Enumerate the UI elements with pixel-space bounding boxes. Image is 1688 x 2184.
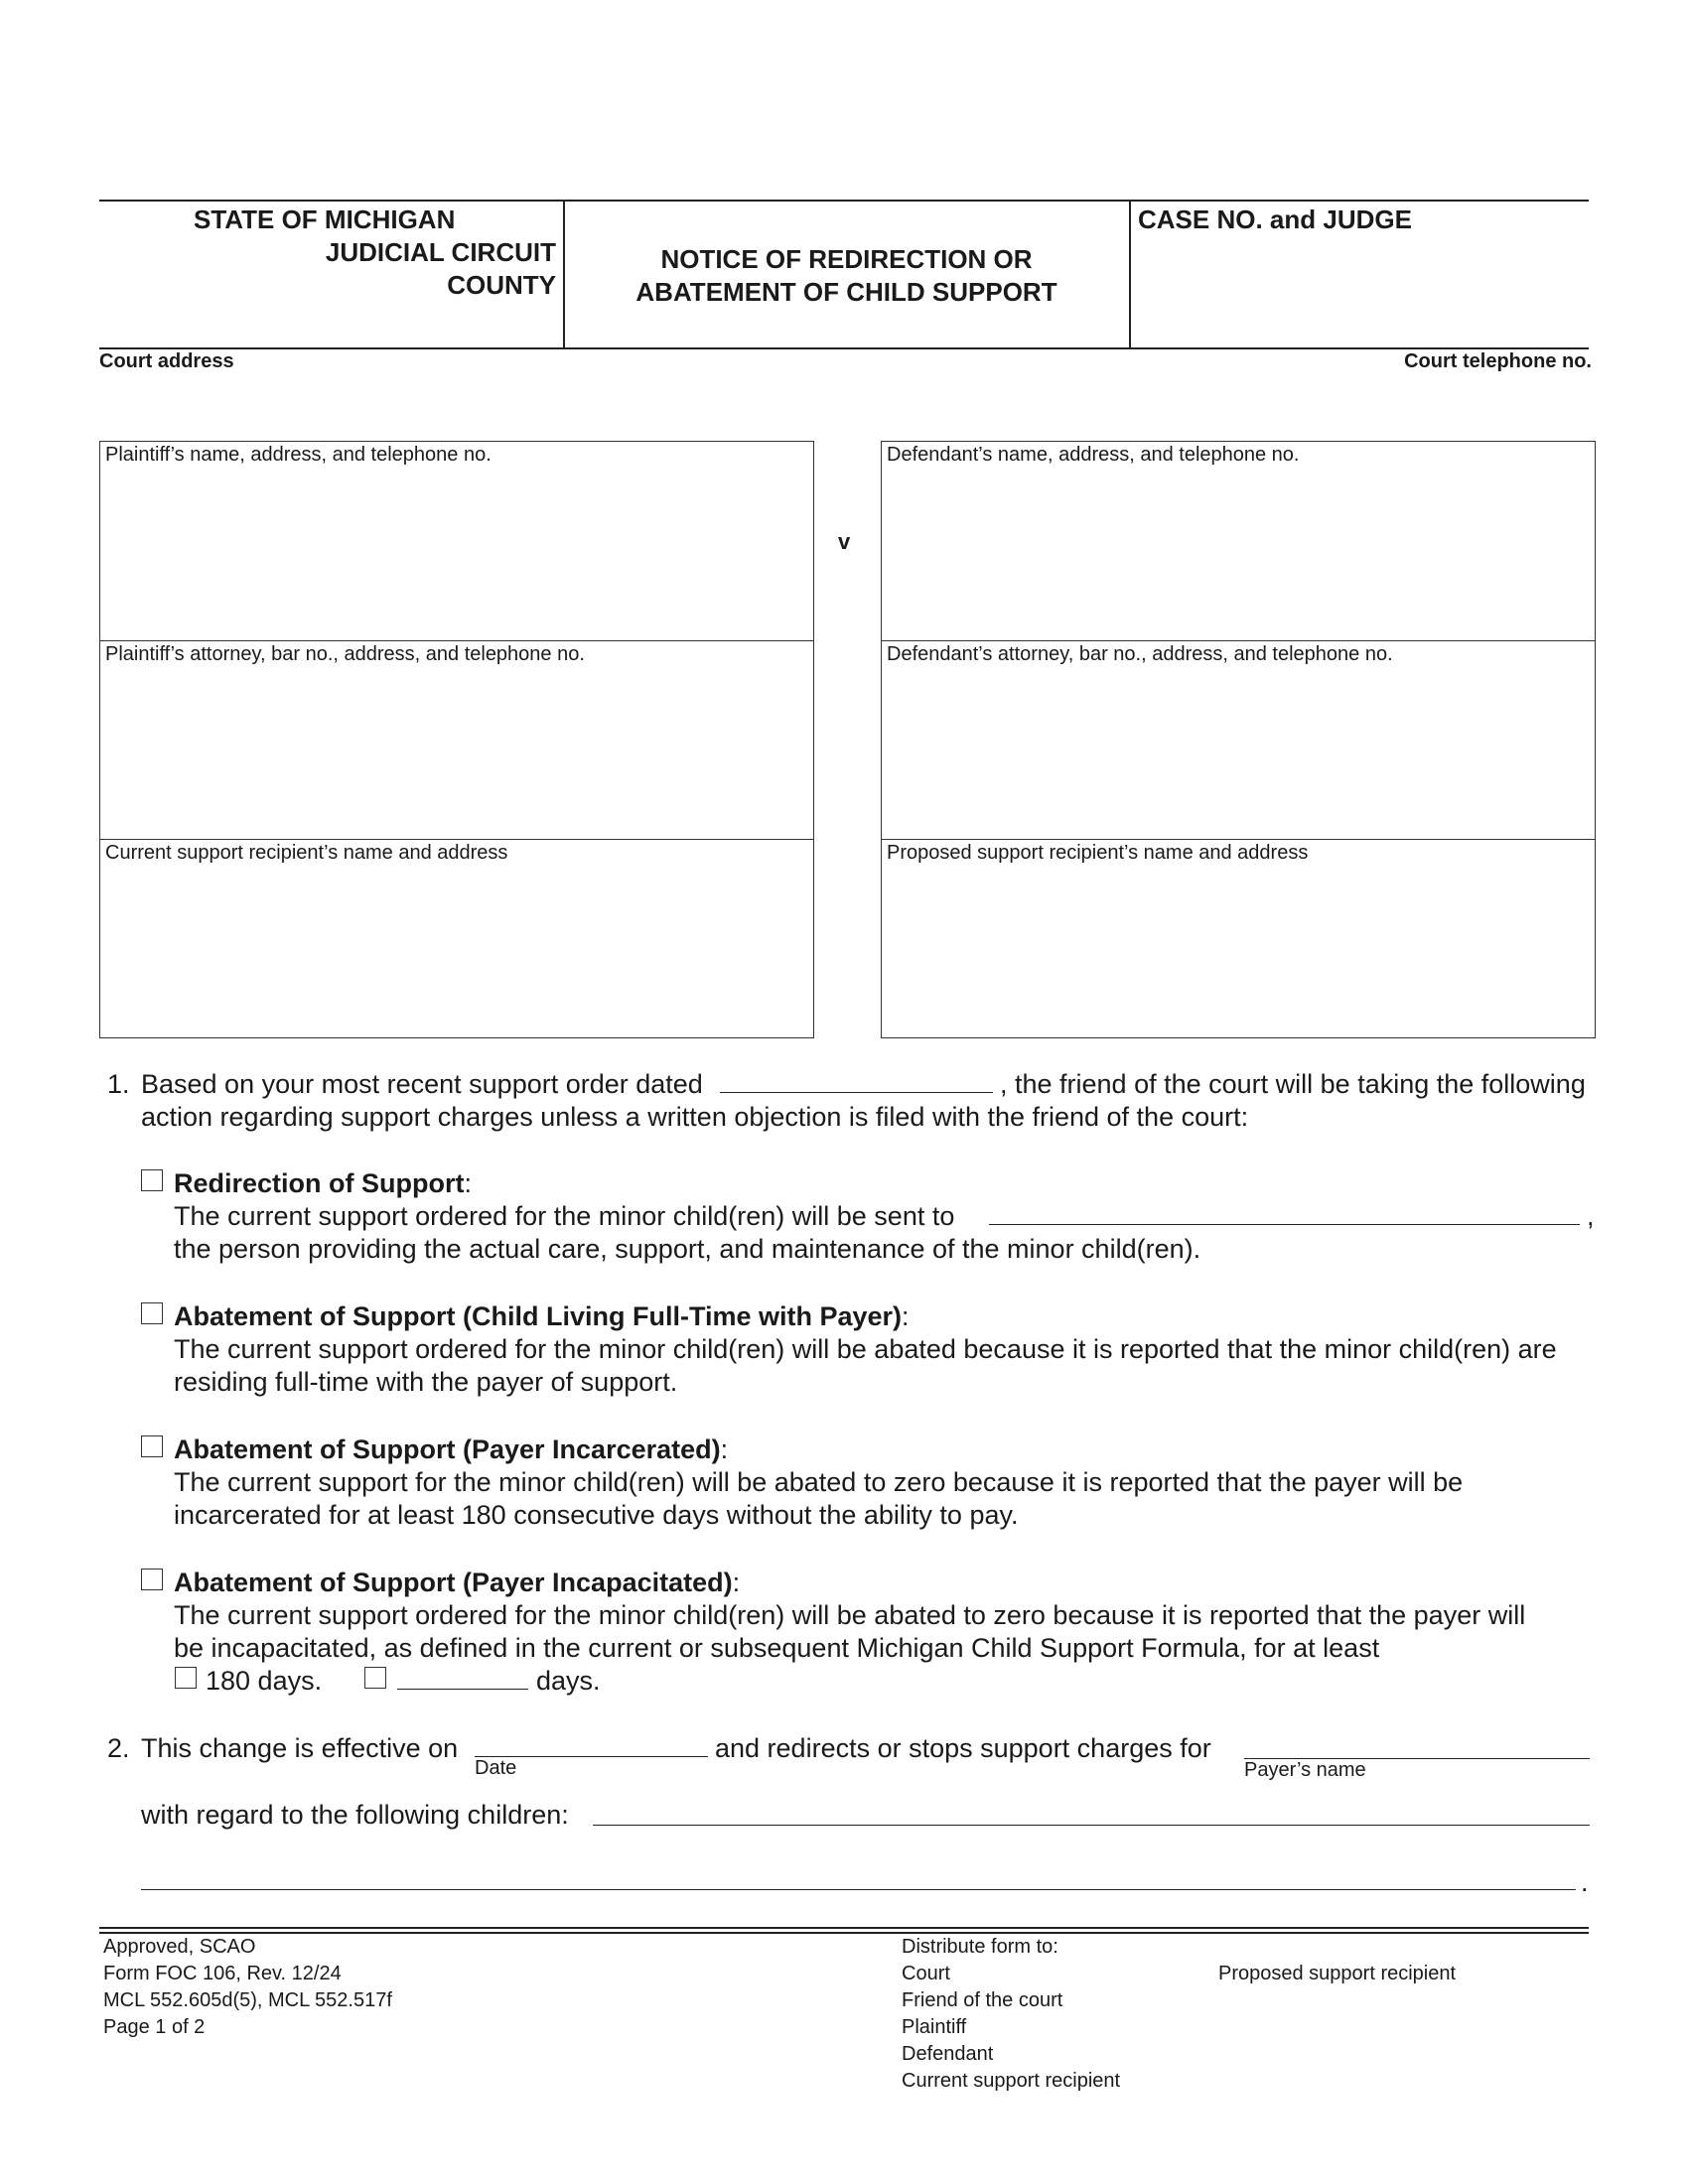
distribute-plaintiff: Plaintiff	[902, 2016, 967, 2038]
children-period: .	[1581, 1867, 1589, 1897]
plaintiff-field[interactable]	[100, 442, 813, 640]
redirection-colon: :	[464, 1168, 473, 1198]
distribute-proposed-recipient: Proposed support recipient	[1218, 1963, 1457, 1984]
incapacitated-180-days-checkbox[interactable]	[175, 1667, 197, 1689]
header-top-rule	[99, 200, 1589, 202]
header-divider-right	[1129, 200, 1131, 348]
item1-text-a: Based on your most recent support order dated	[141, 1069, 703, 1099]
footer-page: Page 1 of 2	[103, 2016, 206, 2038]
distribute-defendant: Defendant	[902, 2043, 994, 2065]
abatement-incapacitated-line1: The current support ordered for the minor child(ren) will be abated to zero because it is reported that the payer will	[174, 1600, 1526, 1630]
abatement-payer-title-row	[174, 1300, 910, 1333]
distribute-court: Court	[902, 1963, 950, 1984]
abatement-payer-checkbox[interactable]	[141, 1302, 163, 1324]
footer-rule-1	[99, 1927, 1589, 1929]
redirection-title: Redirection of Support	[174, 1168, 465, 1198]
abatement-payer-colon: :	[902, 1301, 910, 1331]
plaintiff-label: Plaintiff’s name, address, and telephone no.	[105, 444, 492, 466]
abatement-incarcerated-title: Abatement of Support (Payer Incarcerated)	[174, 1434, 721, 1464]
item1-number: 1.	[107, 1069, 130, 1099]
abatement-incarcerated-line1: The current support for the minor child(ren) will be abated to zero because it is reported that the payer will be	[174, 1467, 1464, 1497]
item2-number: 2.	[107, 1733, 130, 1763]
defendant-block	[881, 441, 1596, 1038]
footer-distribute-label: Distribute form to:	[902, 1936, 1058, 1958]
order-date-field[interactable]	[720, 1092, 993, 1093]
abatement-incapacitated-title-row	[174, 1567, 740, 1599]
court-address-label: Court address	[99, 350, 234, 372]
redirection-checkbox[interactable]	[141, 1169, 163, 1191]
footer-approved: Approved, SCAO	[103, 1936, 256, 1958]
abatement-incapacitated-checkbox[interactable]	[141, 1569, 163, 1590]
circuit-label: JUDICIAL CIRCUIT	[325, 237, 556, 267]
distribute-friend-of-court: Friend of the court	[902, 1989, 1063, 2011]
item2-text-c: with regard to the following children:	[141, 1800, 569, 1830]
incapacitated-custom-days-checkbox[interactable]	[364, 1667, 386, 1689]
abatement-incarcerated-line2: incarcerated for at least 180 consecutive days without the ability to pay.	[174, 1500, 1019, 1530]
redirection-title-row	[174, 1167, 472, 1200]
incapacitated-days-field[interactable]	[397, 1689, 528, 1690]
abatement-payer-title: Abatement of Support (Child Living Full-Time with Payer)	[174, 1301, 903, 1331]
footer-rule-2	[99, 1932, 1589, 1934]
defendant-field[interactable]	[882, 442, 1595, 640]
abatement-incapacitated-line2: be incapacitated, as defined in the current or subsequent Michigan Child Support Formula, for at least	[174, 1633, 1380, 1663]
item2-text-a: This change is effective on	[141, 1733, 459, 1763]
children-field-line1[interactable]	[593, 1825, 1590, 1826]
item1-text-b: , the friend of the court will be taking the following	[1000, 1069, 1586, 1099]
abatement-incapacitated-title: Abatement of Support (Payer Incapacitated)	[174, 1568, 733, 1597]
plaintiff-block	[99, 441, 814, 1038]
footer-form-number: Form FOC 106, Rev. 12/24	[103, 1963, 342, 1984]
current-recipient-label: Current support recipient’s name and address	[105, 842, 508, 864]
redirection-comma: ,	[1587, 1201, 1595, 1231]
versus-label: v	[838, 529, 851, 554]
footer-mcl: MCL 552.605d(5), MCL 552.517f	[103, 1989, 392, 2011]
incapacitated-180-days-label: 180 days.	[206, 1666, 323, 1696]
county-label: COUNTY	[447, 270, 556, 300]
payer-name-caption: Payer’s name	[1244, 1759, 1366, 1781]
abatement-incarcerated-title-row	[174, 1433, 728, 1466]
redirect-to-field[interactable]	[989, 1224, 1580, 1225]
form-title-line1: NOTICE OF REDIRECTION OR	[660, 244, 1033, 274]
abatement-incarcerated-colon: :	[720, 1434, 729, 1464]
item1-text-c: action regarding support charges unless a written objection is filed with the friend of the court:	[141, 1102, 1249, 1132]
current-recipient-field[interactable]	[100, 839, 813, 1036]
defendant-attorney-field[interactable]	[882, 640, 1595, 839]
abatement-incarcerated-checkbox[interactable]	[141, 1435, 163, 1457]
incapacitated-days-label: days.	[536, 1666, 601, 1696]
proposed-recipient-label: Proposed support recipient’s name and address	[887, 842, 1309, 864]
distribute-current-recipient: Current support recipient	[902, 2070, 1121, 2092]
defendant-attorney-label: Defendant’s attorney, bar no., address, and telephone no.	[887, 643, 1393, 665]
defendant-label: Defendant’s name, address, and telephone no.	[887, 444, 1300, 466]
plaintiff-attorney-field[interactable]	[100, 640, 813, 839]
plaintiff-attorney-label: Plaintiff’s attorney, bar no., address, and telephone no.	[105, 643, 585, 665]
case-no-field[interactable]	[1138, 238, 1585, 342]
form-title-line2: ABATEMENT OF CHILD SUPPORT	[635, 277, 1057, 307]
proposed-recipient-field[interactable]	[882, 839, 1595, 1036]
court-telephone-label: Court telephone no.	[1404, 350, 1592, 372]
state-label: STATE OF MICHIGAN	[194, 205, 456, 234]
date-caption: Date	[475, 1757, 517, 1779]
redirection-line2: the person providing the actual care, support, and maintenance of the minor child(ren).	[174, 1234, 1201, 1264]
children-field-line2[interactable]	[141, 1889, 1576, 1890]
abatement-payer-line1: The current support ordered for the minor child(ren) will be abated because it is reported that the minor child(ren) are	[174, 1334, 1557, 1364]
abatement-payer-line2: residing full-time with the payer of support.	[174, 1367, 678, 1397]
court-address-field[interactable]	[99, 348, 1589, 388]
abatement-incapacitated-colon: :	[732, 1568, 741, 1597]
item2-text-b: and redirects or stops support charges for	[715, 1733, 1211, 1763]
redirection-line1: The current support ordered for the minor child(ren) will be sent to	[174, 1201, 955, 1231]
case-no-judge-label: CASE NO. and JUDGE	[1138, 205, 1412, 234]
